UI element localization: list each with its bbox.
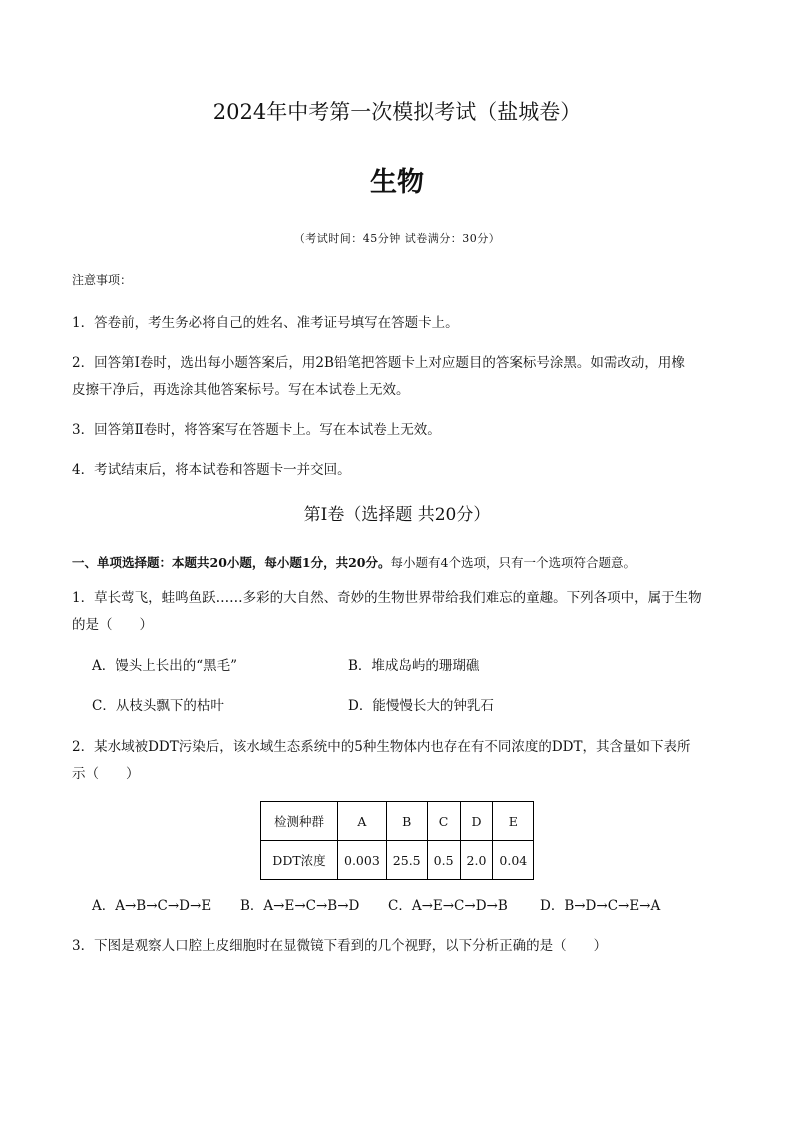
q3-stem: 3．下图是观察人口腔上皮细胞时在显微镜下看到的几个视野，以下分析正确的是（ ） [72,938,608,954]
table-cell: 25.5 [386,841,427,880]
q1-stem-cont: 的是（ ） [72,617,153,633]
notice-item-3: 3．回答第Ⅱ卷时，将答案写在答题卡上。写在本试卷上无效。 [72,422,441,438]
table-header-cell: C [427,802,460,841]
q2-option-b: B．A→E→C→B→D [240,898,360,914]
table-row [261,802,534,841]
q1-option-d: D．能慢慢长大的钟乳石 [348,698,494,714]
table-cell: 0.5 [427,841,460,880]
table-cell: 2.0 [460,841,493,880]
notice-item-2: 2．回答第Ⅰ卷时，选出每小题答案后，用2B铅笔把答题卡上对应题目的答案标号涂黑。如需改动，用橡 [72,355,685,371]
section-title: 第Ⅰ卷（选择题 共20分） [303,505,491,525]
q2-stem-cont: 示（ ） [72,766,140,782]
exam-title: 2024年中考第一次模拟考试（盐城卷） [212,100,582,124]
q2-option-c: C．A→E→C→D→B [388,898,508,914]
q1-option-a: A．馒头上长出的“黑毛” [92,658,238,674]
q2-stem: 2．某水域被DDT污染后，该水域生态系统中的5种生物体内也存在有不同浓度的DDT，其含量如下表所 [72,739,691,755]
section-note [72,553,636,571]
subject-title: 生物 [370,167,424,198]
table-header-cell: E [493,802,534,841]
table-cell: DDT浓度 [261,841,338,880]
table-header-cell: B [386,802,427,841]
ddt-table [260,801,534,880]
q1-option-c: C．从枝头飘下的枯叶 [92,698,224,714]
exam-info: （考试时间：45分钟 试卷满分：30分） [293,232,501,245]
section-note-bold: 一、单项选择题：本题共20小题，每小题1分，共20分。 [72,555,391,570]
table-header-cell: 检测种群 [261,802,338,841]
notice-item-2-cont: 皮擦干净后，再选涂其他答案标号。写在本试卷上无效。 [72,382,410,398]
q2-option-a: A．A→B→C→D→E [92,898,212,914]
notice-heading: 注意事项： [72,273,133,287]
table-header-cell: A [338,802,387,841]
notice-item-4: 4．考试结束后，将本试卷和答题卡一并交回。 [72,462,351,478]
q1-option-b: B．堆成岛屿的珊瑚礁 [348,658,480,674]
table-cell: 0.04 [493,841,534,880]
table-row [261,841,534,880]
q1-stem: 1．草长莺飞，蛙鸣鱼跃……多彩的大自然、奇妙的生物世界带给我们难忘的童趣。下列各项中，属于生物 [72,590,702,606]
q2-option-d: D．B→D→C→E→A [540,898,661,914]
section-note-rest: 每小题有4个选项，只有一个选项符合题意。 [390,555,636,570]
table-cell: 0.003 [338,841,387,880]
notice-item-1: 1．答卷前，考生务必将自己的姓名、准考证号填写在答题卡上。 [72,315,459,331]
table-header-cell: D [460,802,493,841]
